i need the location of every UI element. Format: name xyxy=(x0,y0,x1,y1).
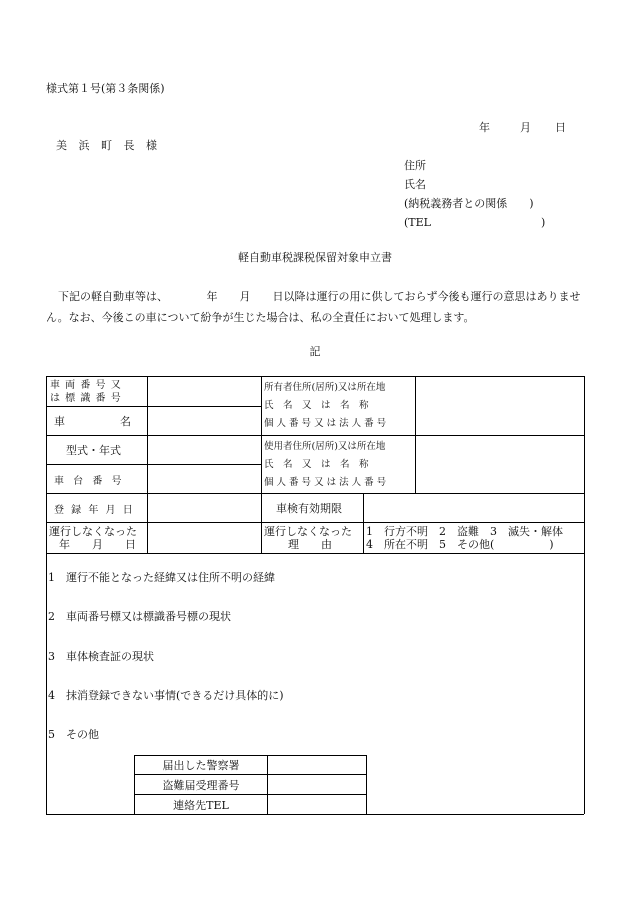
section-1: 1 運行不能となった経緯又は住所不明の経緯 xyxy=(48,571,275,584)
owner-name-label: 氏 名 又 は 名 称 xyxy=(264,400,369,411)
inspection-expiry-label: 車検有効期限 xyxy=(276,502,342,515)
user-id-label: 個 人 番 号 又 は 法 人 番 号 xyxy=(264,476,387,488)
section-5: 5 その他 xyxy=(48,728,99,741)
name-label: 氏名 xyxy=(404,178,426,191)
model-year-label: 型式・年式 xyxy=(66,444,121,457)
date-year: 年 xyxy=(479,121,490,134)
ki-heading: 記 xyxy=(309,345,321,358)
section-2: 2 車両番号標又は標識番号標の現状 xyxy=(48,610,231,623)
section-3: 3 車体検査証の現状 xyxy=(48,650,154,663)
owner-address-label: 所有者住所(居所)又は所在地 xyxy=(264,382,386,393)
stopped-reason-label: 運行しなくなった 理 由 xyxy=(264,525,352,551)
user-name-label: 氏 名 又 は 名 称 xyxy=(264,458,369,470)
theft-report-number-label: 盗難届受理番号 xyxy=(162,778,240,792)
stopped-date-label: 運行しなくなった 年 月 日 xyxy=(49,525,137,551)
relation-label: (納税義務者との関係 ) xyxy=(404,197,534,210)
document-title: 軽自動車税課税保留対象申立書 xyxy=(238,251,392,264)
form-number: 様式第１号(第３条関係) xyxy=(46,82,165,95)
chassis-number-label: 車 台 番 号 xyxy=(54,475,125,487)
registration-date-label: 登 録 年 月 日 xyxy=(54,504,135,516)
car-name-label: 車 名 xyxy=(54,415,131,428)
reason-options: 1 行方不明 2 盗難 3 滅失・解体 4 所在不明 5 その他( ) xyxy=(366,525,563,551)
police-station-label: 届出した警察署 xyxy=(162,759,240,772)
applicant-block xyxy=(404,156,545,232)
vehicle-number-label: 車 両 番 号 又 は 標 識 番 号 xyxy=(50,380,122,404)
address-label: 住所 xyxy=(404,159,426,172)
date-day: 日 xyxy=(555,121,566,134)
declaration-text: 下記の軽自動車等は、 年 月 日以降は運行の用に供しておらず今後も運行の意思はありません。なお、今後この車について紛争が生じた場合は、私の全責任において処理します。 xyxy=(46,290,581,324)
owner-labels xyxy=(264,377,414,435)
contact-tel-label: 連絡先TEL xyxy=(173,798,229,812)
section-4: 4 抹消登録できない事情(できるだけ具体的に) xyxy=(48,689,284,702)
owner-id-label: 個 人 番 号 又 は 法 人 番 号 xyxy=(264,418,387,429)
user-address-label: 使用者住所(居所)又は所在地 xyxy=(264,440,386,452)
date-line xyxy=(479,119,566,135)
date-month: 月 xyxy=(520,121,531,134)
addressee: 美 浜 町 長 様 xyxy=(56,139,161,152)
user-labels xyxy=(264,436,414,493)
tel-label: (TEL ) xyxy=(404,216,546,229)
